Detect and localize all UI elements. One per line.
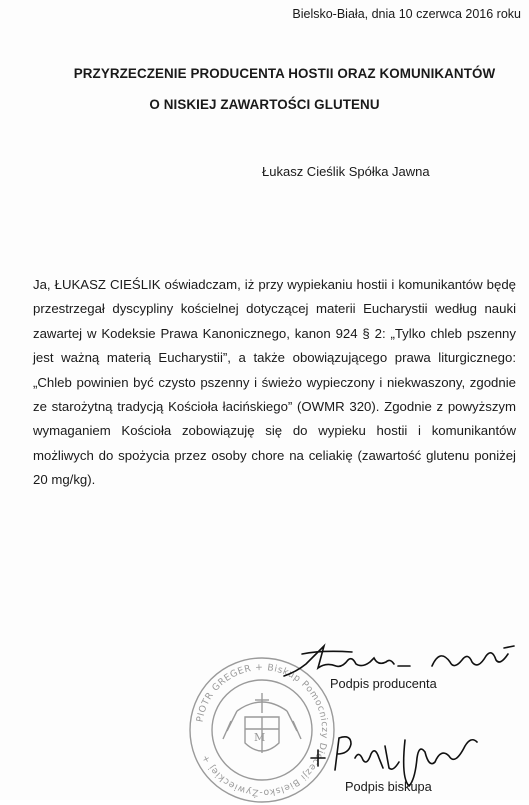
declaration-body: Ja, ŁUKASZ CIEŚLIK oświadczam, iż przy wypiekaniu hostii i komunikantów będę przestrzegał dyscypliny kościelnej dotyczącej materii Eucharystii według nauki zawartej w Kodeksie Prawa Kanonicznego, kanon 924 § 2: „Tylko chleb pszenny jest ważną materią Eucharystii”, a także obowiązującego prawa liturgicznego: „Chleb powinien być czysto pszenny i świeżo wypieczony i niekwaszony, zgodnie ze starożytną tradycją Kościoła łacińskiego” (OWMR 320). Zgodnie z powyższym wymaganiem Kościoła zobowiązuję się do wypieku hostii i komunikantów możliwych do spożycia przez osoby chore na celiakię (zawartość glutenu poniżej 20 mg/kg).	[33, 277, 516, 488]
producer-signature-scribble	[282, 636, 522, 680]
company-name: Łukasz Cieślik Spółka Jawna	[262, 164, 430, 179]
document-title-line-1: PRZYRZECZENIE PRODUCENTA HOSTII ORAZ KOMUNIKANTÓW	[73, 66, 496, 81]
producer-signature-label: Podpis producenta	[330, 676, 437, 691]
document-title-line-2: O NISKIEJ ZAWARTOŚCI GLUTENU	[149, 97, 380, 112]
svg-text:PIOTR GREGER + Biskup Pomocnic: PIOTR GREGER + Biskup Pomocniczy Diecezji Bielsko-Żywieckiej +	[194, 661, 331, 799]
bishop-signature-label: Podpis biskupa	[345, 779, 432, 794]
svg-text:M: M	[254, 731, 266, 744]
place-date: Bielsko-Biała, dnia 10 czerwca 2016 roku	[292, 7, 521, 21]
